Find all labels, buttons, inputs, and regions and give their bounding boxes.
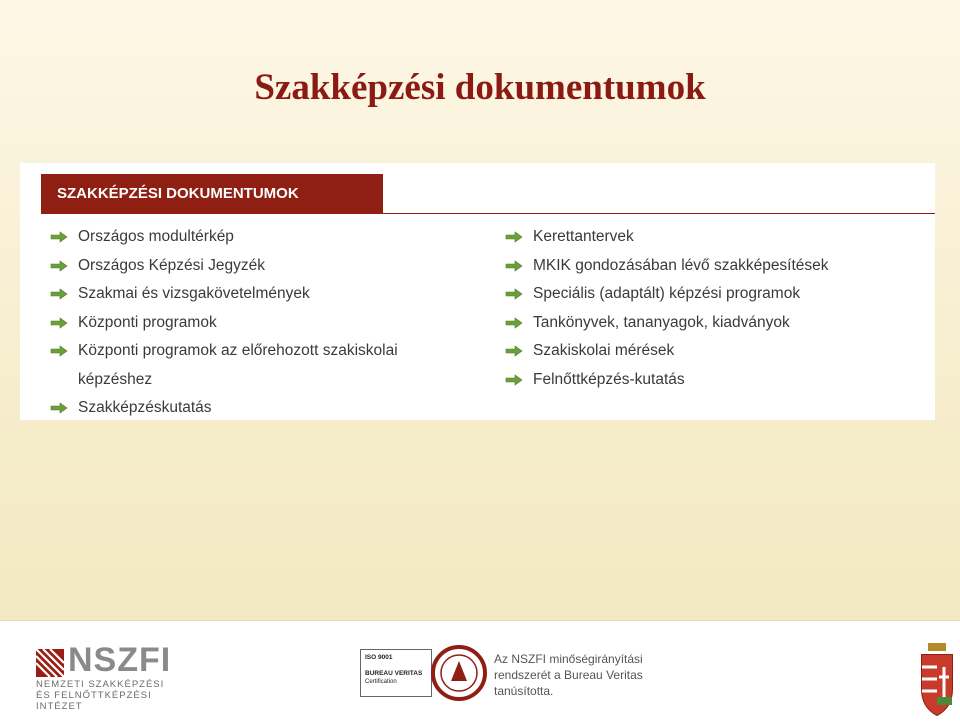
arrow-right-icon	[50, 345, 68, 357]
arrow-right-icon	[505, 231, 523, 243]
bv-cert-label: Certification	[365, 679, 397, 685]
link-szakiskolai-meresek[interactable]	[505, 337, 925, 366]
arrow-right-icon	[505, 317, 523, 329]
hungarian-crest-icon	[914, 637, 960, 721]
link-label: Felnőttképzés-kutatás	[533, 370, 685, 388]
link-label: MKIK gondozásában lévő szakképesítések	[533, 256, 829, 274]
cert-line1: Az NSZFI minőségirányítási	[494, 652, 643, 666]
link-kerettantervek[interactable]	[505, 223, 925, 252]
header-divider	[383, 213, 935, 214]
link-specialis-kepzesi-programok[interactable]	[505, 280, 925, 309]
link-orszagos-kepzesi-jegyzek[interactable]	[50, 252, 470, 281]
arrow-right-icon	[505, 374, 523, 386]
bv-iso-label: ISO 9001	[365, 654, 393, 661]
link-szakkepzeskutatas[interactable]	[50, 394, 470, 423]
cert-line2: rendszerét a Bureau Veritas	[494, 668, 643, 682]
link-tankonyvek-kiadvanyok[interactable]	[505, 309, 925, 338]
arrow-right-icon	[50, 402, 68, 414]
arrow-right-icon	[50, 260, 68, 272]
certification-text	[494, 651, 674, 699]
link-label: Országos Képzési Jegyzék	[78, 256, 265, 274]
left-link-list	[50, 223, 470, 423]
cert-line3: tanúsította.	[494, 684, 554, 698]
link-label: Speciális (adaptált) képzési programok	[533, 285, 801, 302]
link-label: Szakmai és vizsgakövetelmények	[78, 285, 310, 302]
org-name: NSZFI	[68, 641, 172, 679]
link-felnottkepzes-kutatas[interactable]	[505, 366, 925, 395]
link-kozponti-programok[interactable]	[50, 309, 470, 338]
link-szakmai-vizsgakovetelmenyek[interactable]	[50, 280, 470, 309]
org-subtitle	[36, 679, 186, 712]
link-orszagos-modulterkep[interactable]	[50, 223, 470, 252]
link-label: Központi programok az előrehozott szakiskolai	[78, 342, 398, 359]
link-kozponti-programok-elorehozott[interactable]	[50, 337, 470, 394]
bureau-veritas-seal-icon	[430, 641, 488, 705]
org-subtitle-line1: NEMZETI SZAKKÉPZÉSI	[36, 679, 165, 690]
arrow-right-icon	[505, 345, 523, 357]
link-label: Kerettantervek	[533, 228, 634, 245]
org-subtitle-line2: ÉS FELNŐTTKÉPZÉSI INTÉZET	[36, 690, 152, 712]
slide-title: Szakképzési dokumentumok	[254, 67, 706, 108]
right-link-list	[505, 223, 925, 394]
documents-panel	[20, 163, 935, 420]
arrow-right-icon	[505, 260, 523, 272]
link-mkik-szakkepesitesek[interactable]	[505, 252, 925, 281]
arrow-right-icon	[50, 231, 68, 243]
panel-header: SZAKKÉPZÉSI DOKUMENTUMOK	[41, 174, 383, 214]
link-label: Központi programok	[78, 313, 217, 331]
arrow-right-icon	[505, 288, 523, 300]
link-label-continued: képzéshez	[78, 370, 153, 388]
link-label: Szakiskolai mérések	[533, 342, 675, 359]
bureau-veritas-badge	[360, 649, 432, 697]
footer	[0, 620, 960, 721]
arrow-right-icon	[50, 288, 68, 300]
link-label: Országos modultérkép	[78, 228, 234, 245]
link-label: Szakképzéskutatás	[78, 399, 212, 416]
bv-brand-label: BUREAU VERITAS	[365, 670, 423, 677]
arrow-right-icon	[50, 317, 68, 329]
link-label: Tankönyvek, tananyagok, kiadványok	[533, 313, 790, 331]
